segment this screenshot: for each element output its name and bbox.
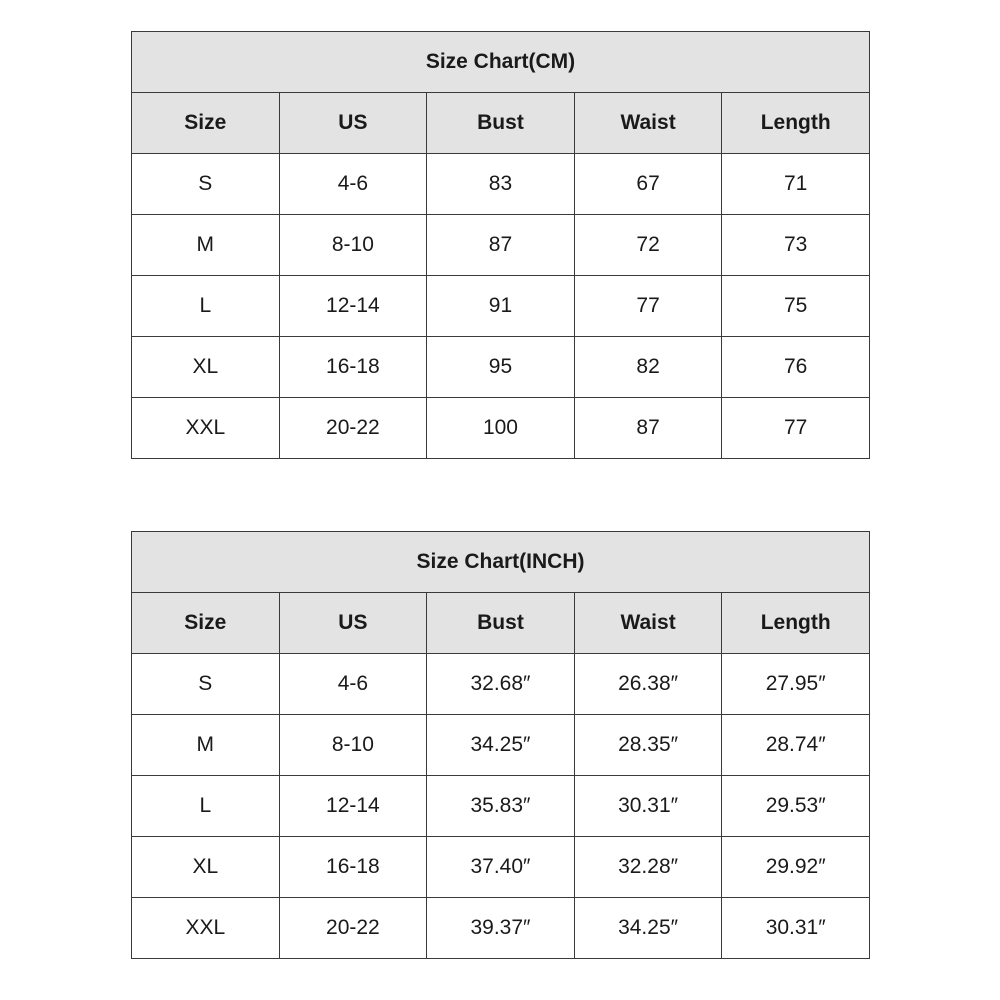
cell-us: 12-14 <box>279 776 427 837</box>
cell-bust: 83 <box>427 154 575 215</box>
cell-bust: 35.83″ <box>427 776 575 837</box>
cell-us: 16-18 <box>279 337 427 398</box>
cell-size: L <box>132 276 280 337</box>
table-title-row <box>132 32 870 93</box>
cell-size: L <box>132 776 280 837</box>
cell-length: 76 <box>722 337 870 398</box>
cell-bust: 37.40″ <box>427 837 575 898</box>
cell-waist: 77 <box>574 276 722 337</box>
cell-size: XXL <box>132 898 280 959</box>
cell-bust: 39.37″ <box>427 898 575 959</box>
header-size: Size <box>132 93 280 154</box>
cell-length: 28.74″ <box>722 715 870 776</box>
cell-waist: 72 <box>574 215 722 276</box>
cell-size: XXL <box>132 398 280 459</box>
cell-us: 8-10 <box>279 715 427 776</box>
cell-waist: 32.28″ <box>574 837 722 898</box>
cell-us: 4-6 <box>279 654 427 715</box>
header-size: Size <box>132 593 280 654</box>
table-title-row <box>132 532 870 593</box>
header-length: Length <box>722 593 870 654</box>
cell-waist: 30.31″ <box>574 776 722 837</box>
header-bust: Bust <box>427 593 575 654</box>
header-length: Length <box>722 93 870 154</box>
cell-bust: 95 <box>427 337 575 398</box>
cell-length: 75 <box>722 276 870 337</box>
table-row <box>132 898 870 959</box>
cell-size: S <box>132 154 280 215</box>
table-row <box>132 215 870 276</box>
cell-waist: 67 <box>574 154 722 215</box>
cell-length: 77 <box>722 398 870 459</box>
cell-length: 27.95″ <box>722 654 870 715</box>
table-row <box>132 337 870 398</box>
cell-size: XL <box>132 337 280 398</box>
cell-length: 71 <box>722 154 870 215</box>
cell-length: 30.31″ <box>722 898 870 959</box>
cell-us: 8-10 <box>279 215 427 276</box>
cell-length: 29.92″ <box>722 837 870 898</box>
cell-waist: 28.35″ <box>574 715 722 776</box>
table-row <box>132 398 870 459</box>
size-chart-cm-table <box>131 31 870 459</box>
cell-bust: 91 <box>427 276 575 337</box>
cell-length: 29.53″ <box>722 776 870 837</box>
cell-bust: 32.68″ <box>427 654 575 715</box>
cell-us: 20-22 <box>279 898 427 959</box>
cell-us: 20-22 <box>279 398 427 459</box>
cell-us: 16-18 <box>279 837 427 898</box>
table-header-row <box>132 593 870 654</box>
header-us: US <box>279 593 427 654</box>
table-row <box>132 154 870 215</box>
cell-size: XL <box>132 837 280 898</box>
header-bust: Bust <box>427 93 575 154</box>
size-chart-inch-table <box>131 531 870 959</box>
cell-bust: 34.25″ <box>427 715 575 776</box>
table-row <box>132 776 870 837</box>
table-row <box>132 715 870 776</box>
header-waist: Waist <box>574 593 722 654</box>
cell-waist: 34.25″ <box>574 898 722 959</box>
cell-waist: 26.38″ <box>574 654 722 715</box>
table-row <box>132 654 870 715</box>
cell-waist: 87 <box>574 398 722 459</box>
table-title: Size Chart(CM) <box>132 32 870 93</box>
cell-length: 73 <box>722 215 870 276</box>
cell-us: 12-14 <box>279 276 427 337</box>
header-us: US <box>279 93 427 154</box>
cell-size: M <box>132 215 280 276</box>
table-title: Size Chart(INCH) <box>132 532 870 593</box>
cell-size: M <box>132 715 280 776</box>
table-row <box>132 276 870 337</box>
table-header-row <box>132 93 870 154</box>
cell-us: 4-6 <box>279 154 427 215</box>
cell-bust: 87 <box>427 215 575 276</box>
header-waist: Waist <box>574 93 722 154</box>
cell-waist: 82 <box>574 337 722 398</box>
table-row <box>132 837 870 898</box>
cell-bust: 100 <box>427 398 575 459</box>
cell-size: S <box>132 654 280 715</box>
